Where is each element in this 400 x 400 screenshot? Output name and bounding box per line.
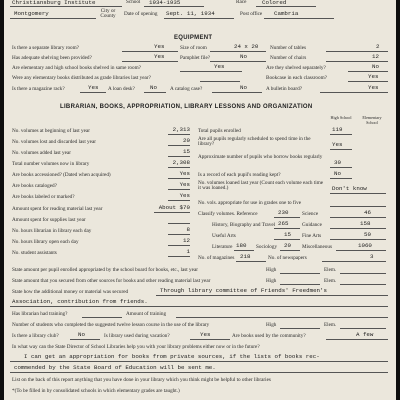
lib-r7: Classify volumes. Reference bbox=[198, 211, 258, 217]
bottom-q3: State how the additional money or material was secured bbox=[12, 289, 129, 295]
lib-r9b: 50 bbox=[364, 231, 371, 238]
equip-a-tables: 2 bbox=[376, 43, 380, 50]
equip-a-size-room: 24 x 20 bbox=[234, 43, 259, 50]
bottom-q6c: Are books used by the community? bbox=[232, 333, 306, 339]
lib-v6: Yes bbox=[179, 181, 190, 188]
equip-a-separately: No bbox=[372, 63, 379, 70]
bottom-a6: No bbox=[78, 331, 85, 338]
lib-r4v: No bbox=[334, 170, 341, 177]
equipment-heading: EQUIPMENT bbox=[174, 35, 213, 41]
lib-r10: Literature bbox=[212, 244, 233, 250]
bottom-a7: I can get an appropriation for books from private sources, if the lists of books rec- bbox=[24, 353, 320, 360]
report-sheet bbox=[4, 0, 396, 400]
lib-r1: Total pupils enrolled bbox=[198, 128, 241, 134]
lib-r10b: 20 bbox=[284, 242, 291, 249]
equip-a-chairs: 12 bbox=[372, 53, 379, 60]
lib-r2v: Yes bbox=[332, 141, 343, 148]
librarian-heading: LIBRARIAN, BOOKS, APPROPRIATION, LIBRARY LESSONS AND ORGANIZATION bbox=[60, 104, 313, 110]
bottom-q4: Has librarian had training? bbox=[12, 311, 68, 317]
school-label: School bbox=[126, 0, 141, 5]
equip-q-bulletin: A bulletin board? bbox=[266, 86, 303, 92]
lib-v2: 20 bbox=[183, 137, 190, 144]
lib-v7: Yes bbox=[179, 192, 190, 199]
lib-r11: No. of magazines bbox=[198, 255, 235, 261]
lib-r3: Approximate number of pupils who borrow books regularly bbox=[198, 154, 323, 160]
bottom-q2-high: High bbox=[266, 278, 277, 284]
school-name: Christiansburg Institute bbox=[12, 0, 96, 6]
lib-r5: No. volumes loaned last year (Count each volume each time it was loaned.) bbox=[198, 180, 324, 192]
race-value: Colored bbox=[262, 0, 287, 6]
lib-l1: No. volumes at beginning of last year bbox=[12, 128, 90, 134]
equip-q-size-room: Size of room bbox=[180, 45, 207, 51]
race-label: Race bbox=[236, 0, 247, 5]
equip-q-tables: Number of tables bbox=[270, 45, 307, 51]
bottom-q4b: Amount of training bbox=[126, 311, 167, 317]
school-year: 1934-1935 bbox=[149, 0, 181, 6]
equip-a-bookcase: Yes bbox=[368, 73, 379, 80]
lib-r3v: 30 bbox=[334, 159, 341, 166]
equip-a-shelving: Yes bbox=[154, 53, 165, 60]
bottom-q2-elem: Elem. bbox=[324, 278, 337, 284]
lib-v12: 1 bbox=[186, 248, 190, 255]
bottom-q5-elem: Elem. bbox=[324, 322, 337, 328]
lib-r9a: 15 bbox=[284, 231, 291, 238]
equip-a-pamphlet: No bbox=[240, 53, 247, 60]
lib-v11: 12 bbox=[183, 237, 190, 244]
lib-r1v: 119 bbox=[332, 126, 343, 133]
lib-r10a: 180 bbox=[236, 242, 247, 249]
bottom-a6c: A few bbox=[356, 331, 374, 338]
equip-a-same-room: Yes bbox=[214, 63, 225, 70]
post-office-label: Post office bbox=[240, 11, 263, 17]
lib-r8: History, Biography and Travel bbox=[212, 222, 276, 228]
col-high-school: High School bbox=[330, 115, 352, 120]
bottom-q1: State amount per pupil enrolled appropriated by the school board for books, etc., last year bbox=[12, 267, 198, 273]
bottom-a6b: Yes bbox=[200, 331, 211, 338]
city-county-label: City or County bbox=[100, 8, 116, 19]
equip-q-shelving: Has adequate shelving been provided? bbox=[12, 55, 92, 61]
equip-q-separately: Are they shelved separately? bbox=[266, 65, 326, 71]
lib-r11a: 218 bbox=[240, 253, 251, 260]
lib-r5v: Don't know bbox=[332, 185, 367, 192]
lib-r9b-label: Fine Arts bbox=[302, 233, 322, 239]
lib-v1: 2,313 bbox=[172, 126, 190, 133]
lib-l9: Amount spent for supplies last year bbox=[12, 217, 86, 223]
bottom-q1-high: High bbox=[266, 267, 277, 273]
equip-q-bookcase: Bookcase in each classroom? bbox=[266, 75, 327, 81]
equip-a-bulletin: Yes bbox=[368, 84, 379, 91]
lib-r8b-label: Guidance bbox=[302, 222, 322, 228]
bottom-a3: Through library committee of Friends' Freedmen's bbox=[160, 287, 327, 294]
lib-r8a: 265 bbox=[278, 220, 289, 227]
opening-label: Date of opening bbox=[124, 11, 158, 17]
col-elementary: Elementary School bbox=[362, 115, 382, 125]
lib-r4: Is a record of each pupil's reading kept? bbox=[198, 172, 281, 178]
equip-q-same-room: Are elementary and high school books shelved in same room? bbox=[12, 65, 141, 71]
lib-l2: No. volumes lost and discarded last year bbox=[12, 139, 96, 145]
lib-r10b-label: Sociology bbox=[256, 244, 278, 250]
equip-q-chairs: Number of chairs bbox=[270, 55, 307, 61]
equip-q-separate-room: Is there a separate library room? bbox=[12, 45, 79, 51]
lib-v10: 8 bbox=[186, 226, 190, 233]
equip-q-magazine-rack: Is there a magazine rack? bbox=[12, 86, 65, 92]
lib-r11b-label: No. of newspapers bbox=[268, 255, 307, 261]
equip-a-loan-desk: No bbox=[150, 84, 157, 91]
county-value: Montgomery bbox=[14, 10, 49, 17]
equip-q-catalog: A catalog case? bbox=[170, 86, 203, 92]
equip-a-separate-room: Yes bbox=[154, 43, 165, 50]
bottom-a3b: Association, contribution from friends. bbox=[12, 298, 148, 305]
lib-r7b: 46 bbox=[364, 209, 371, 216]
equip-a-catalog: No bbox=[240, 84, 247, 91]
post-office-value: Cambria bbox=[274, 10, 299, 17]
lib-l7: Are books labeled or marked? bbox=[12, 194, 75, 200]
lib-l10: No. hours librarian in library each day bbox=[12, 228, 92, 234]
equip-q-pamphlet: Pamphlet file? bbox=[180, 55, 211, 61]
lib-l3: No. volumes added last year bbox=[12, 150, 71, 156]
bottom-q2: State amount that you secured from other sources for books and other reading material last year bbox=[12, 278, 211, 284]
bottom-q6: Is there a library club? bbox=[12, 333, 59, 339]
lib-l8: Amount spent for reading material last year bbox=[12, 206, 103, 212]
lib-r2: Are all pupils regularly scheduled to spend time in the library? bbox=[198, 136, 311, 148]
lib-l6: Are books cataloged? bbox=[12, 183, 57, 189]
lib-v3: 15 bbox=[183, 148, 190, 155]
lib-r9: Useful Arts bbox=[212, 233, 236, 239]
bottom-q7: In what way can the State Director of School Libraries help you with your library problems either now or in the future? bbox=[12, 344, 260, 350]
lib-r11b: 3 bbox=[370, 253, 374, 260]
lib-v5: Yes bbox=[179, 170, 190, 177]
bottom-q9: *(To be filled in by consolidated schools in which elementary grades are taught.) bbox=[12, 388, 180, 394]
bottom-q6b: Is library used during vacation? bbox=[104, 333, 170, 339]
equip-q-grade-libraries: Were any elementary books distributed as grade libraries last year? bbox=[12, 75, 151, 81]
lib-r8b: 158 bbox=[360, 220, 371, 227]
lib-v8: About $70 bbox=[158, 204, 190, 211]
lib-l11: No. hours library open each day bbox=[12, 239, 79, 245]
equip-a-magazine-rack: Yes bbox=[88, 84, 99, 91]
bottom-q8: List on the back of this report anything that you have done in your library which you think might be helpful to other libraries bbox=[12, 377, 271, 383]
lib-r10c-label: Miscellaneous bbox=[302, 244, 332, 250]
bottom-a7b: commended by the State Board of Education will be sent me. bbox=[14, 364, 216, 371]
lib-r7b-label: Science bbox=[302, 211, 319, 217]
lib-r10c: 1060 bbox=[358, 242, 372, 249]
lib-v4: 2,308 bbox=[172, 159, 190, 166]
opening-date: Sept. 11, 1934 bbox=[166, 10, 215, 17]
lib-r7a: 230 bbox=[278, 209, 289, 216]
lib-l12: No. student assistants bbox=[12, 250, 57, 256]
equip-q-loan-desk: A loan desk? bbox=[108, 86, 135, 92]
bottom-q5: Number of students who completed the suggested twelve lesson course in the use of the library bbox=[12, 322, 210, 328]
lib-l4: Total number volumes now in library bbox=[12, 161, 90, 167]
lib-r6: No. vols. appropriate for use in grades one to five bbox=[198, 200, 302, 206]
bottom-q1-elem: Elem. bbox=[324, 267, 337, 273]
bottom-q5-high: High bbox=[266, 322, 277, 328]
lib-l5: Are books accessioned? (Dated when acquired) bbox=[12, 172, 111, 178]
